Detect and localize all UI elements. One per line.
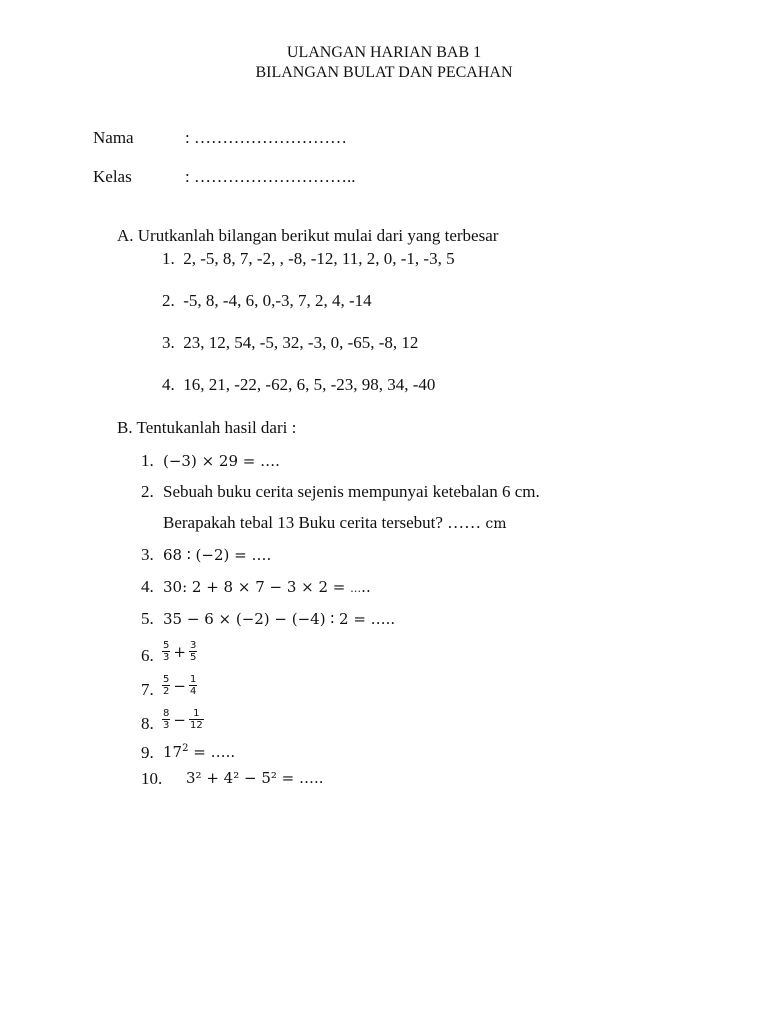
item-text-continued xyxy=(163,513,507,533)
exponent: 2 xyxy=(182,743,189,754)
fraction: $\frac{1}{4}$ xyxy=(189,674,197,697)
expression: 30: 2 + 8 × 7 − 3 × 2 = xyxy=(163,578,346,596)
section-b-heading: B. Tentukanlah hasil dari : xyxy=(117,418,297,437)
item-number: 1. xyxy=(141,451,154,470)
item-number: 6. xyxy=(141,646,154,665)
fraction-expression xyxy=(161,674,198,697)
doc-title-line2: BILANGAN BULAT DAN PECAHAN xyxy=(255,64,513,81)
item-number: 9. xyxy=(141,743,154,762)
fraction: $\frac{1}{12}$ xyxy=(189,708,203,731)
item-text: (−3) × 29 = …. xyxy=(163,452,280,470)
list-item xyxy=(162,291,372,311)
fraction: $\frac{3}{5}$ xyxy=(189,640,197,663)
item-number: 4. xyxy=(162,375,175,394)
item-number: 2. xyxy=(141,482,154,501)
item-number: 10. xyxy=(141,769,163,788)
fraction-expression xyxy=(161,708,205,731)
list-item xyxy=(162,249,455,269)
item-text: Sebuah buku cerita sejenis mempunyai ketebalan 6 cm. xyxy=(163,482,540,501)
item-number: 2. xyxy=(162,291,175,310)
question-text: Berapakah tebal 13 Buku cerita tersebut? …… xyxy=(163,513,482,532)
item-text: 35 − 6 × (−2) − (−4) ∶ 2 = ….. xyxy=(163,610,396,628)
fraction: $\frac{5}{3}$ xyxy=(163,640,170,663)
doc-title-line1: ULANGAN HARIAN BAB 1 xyxy=(286,44,482,61)
operator: − xyxy=(173,676,186,695)
fraction-expression xyxy=(161,640,198,663)
item-number: 5. xyxy=(141,609,154,628)
item-number: 7. xyxy=(141,680,154,699)
item-number: 3. xyxy=(162,333,175,352)
item-text: -5, 8, -4, 6, 0,-3, 7, 2, 4, -14 xyxy=(183,291,372,310)
operator: + xyxy=(173,642,186,661)
blank-dots: … xyxy=(350,582,362,595)
base: 17 xyxy=(163,743,183,761)
item-text: 23, 12, 54, -5, 32, -3, 0, -65, -8, 12 xyxy=(183,333,419,352)
section-a-heading: A. Urutkanlah bilangan berikut mulai dari yang terbesar xyxy=(117,226,499,245)
item-text xyxy=(163,578,371,596)
fraction: $\frac{5}{2}$ xyxy=(163,674,170,697)
class-label: Kelas xyxy=(93,167,132,186)
item-number: 1. xyxy=(162,249,175,268)
item-text: 68 ∶ (−2) = …. xyxy=(163,546,272,564)
blank-dots-tail: .. xyxy=(361,578,371,596)
list-item xyxy=(162,333,418,353)
list-item xyxy=(162,375,435,395)
item-number: 4. xyxy=(141,577,154,596)
fraction: $\frac{8}{3}$ xyxy=(163,708,170,731)
item-number: 8. xyxy=(141,714,154,733)
item-text: 3² + 4² − 5² = ….. xyxy=(186,769,324,787)
item-text: 2, -5, 8, 7, -2, , -8, -12, 11, 2, 0, -1, -3, 5 xyxy=(183,249,455,268)
item-text: 16, 21, -22, -62, 6, 5, -23, 98, 34, -40 xyxy=(183,375,436,394)
unit-label: cm xyxy=(485,516,507,532)
expression-rest: = ….. xyxy=(188,743,236,761)
class-field[interactable]: : ……………………….. xyxy=(185,167,356,186)
name-field[interactable]: : ……………………… xyxy=(185,128,347,147)
operator: − xyxy=(173,710,186,729)
name-label: Nama xyxy=(93,128,134,147)
item-text xyxy=(163,743,235,761)
item-number: 3. xyxy=(141,545,154,564)
